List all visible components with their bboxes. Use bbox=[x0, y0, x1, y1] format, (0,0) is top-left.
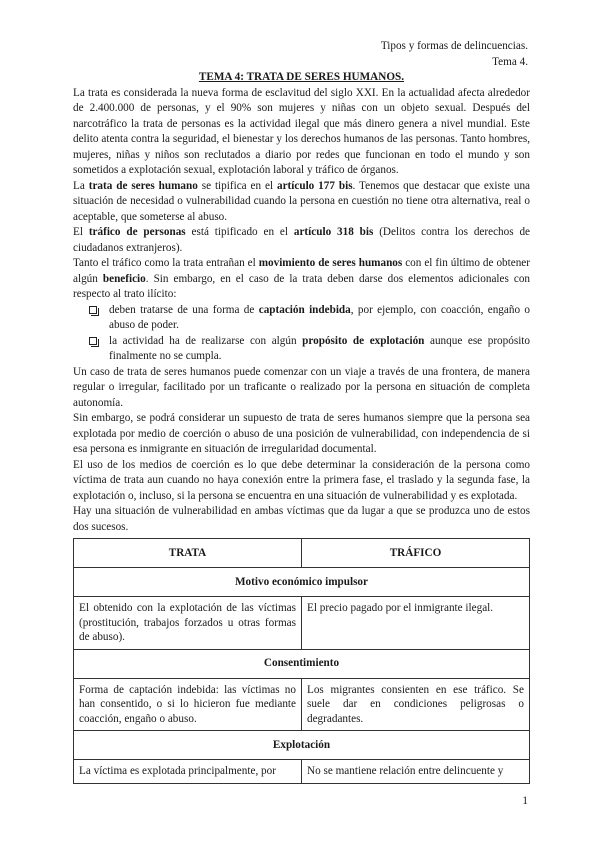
document-title: TEMA 4: TRATA DE SERES HUMANOS. bbox=[198, 71, 405, 83]
term-movimiento: movimiento de seres humanos bbox=[258, 257, 403, 269]
bullet-captacion: deben tratarse de una forma de captación indebida, por ejemplo, con coacción, engaño o abuso de poder. bbox=[73, 303, 530, 334]
column-header-trata: TRATA bbox=[74, 539, 302, 568]
table-section-row bbox=[74, 731, 530, 760]
section-explotacion: Explotación bbox=[74, 731, 530, 760]
paragraph-intro: La trata es considerada la nueva forma de esclavitud del siglo XXI. En la actualidad afecta alrededor de 2.400.000 de personas, y el 90% son mujeres y niñas con un objeto sexual. Después del narcotráfico la trata de personas es la actividad ilegal que más dinero genera a nivel mundial. Este delito atenta contra la seguridad, el bienestar y los derechos humanos de las personas. Tanto hombres, mujeres, niñas y niños son reclutados a diario por redes que funcionan en todo el mundo y son sometidos a explotación sexual, explotación laboral y tráfico de órganos. bbox=[73, 86, 530, 176]
column-header-trafico: TRÁFICO bbox=[302, 539, 530, 568]
article-177: artículo 177 bis bbox=[276, 179, 353, 192]
term-trafico: tráfico de personas bbox=[88, 226, 186, 238]
bullet-explotacion: la actividad ha de realizarse con algún propósito de explotación aunque ese propósito finalmente no se cumpla. bbox=[73, 334, 530, 365]
section-consentimiento: Consentimiento bbox=[74, 649, 530, 678]
term-beneficio: beneficio bbox=[102, 272, 146, 285]
header-topic: Tema 4. bbox=[492, 56, 528, 68]
cell-trata: La víctima es explotada principalmente, por bbox=[74, 760, 302, 784]
table-section-row bbox=[74, 649, 530, 678]
table-header-row bbox=[74, 539, 530, 568]
checkbox-bullet-icon bbox=[89, 337, 97, 345]
cell-trafico: Los migrantes consienten en ese tráfico. Se suele dar en condiciones peligrosas o degradantes. bbox=[302, 678, 530, 731]
paragraph-trafico-definition: El tráfico de personas está tipificado en el artículo 318 bis (Delitos contra los derechos de ciudadanos extranjeros). bbox=[73, 226, 531, 254]
paragraph-journey: Un caso de trata de seres humanos puede comenzar con un viaje a través de una frontera, de manera regular o irregular, facilitado por un traficante o realizado por la persona en situación de completa autonomía. bbox=[73, 365, 530, 409]
table-row bbox=[74, 597, 530, 650]
cell-trata: Forma de captación indebida: las víctimas no han consentido, o si lo hicieron fue mediante coacción, engaño o abuso. bbox=[74, 678, 302, 731]
paragraph-vulnerability: Hay una situación de vulnerabilidad en ambas víctimas que da lugar a que se produzca uno de estos dos sucesos. bbox=[73, 505, 530, 533]
section-motivo: Motivo económico impulsor bbox=[74, 568, 530, 597]
document-body bbox=[73, 70, 530, 535]
term-trata: trata de seres humano bbox=[88, 179, 198, 192]
page-header bbox=[381, 38, 528, 70]
paragraph-coercion: Sin embargo, se podrá considerar un supuesto de trata de seres humanos siempre que la persona sea explotada por medio de coerción o abuso de una posición de vulnerabilidad, con independencia de si esa persona es inmigrante en situación de irregularidad documental. bbox=[73, 412, 530, 455]
paragraph-movement: Tanto el tráfico como la trata entrañan el movimiento de seres humanos con el fin último de obtener algún beneficio. Sin embargo, en el caso de la trata deben darse dos elementos adicionales con respecto al trato ilícito: bbox=[73, 257, 531, 300]
table-row bbox=[74, 760, 530, 784]
cell-trafico: El precio pagado por el inmigrante ilegal. bbox=[302, 597, 530, 650]
paragraph-trata-definition: La trata de seres humano se tipifica en el artículo 177 bis. Tenemos que destacar que existe una situación de necesidad o vulnerabilidad cuando la persona en cuestión no tiene otra alternativa, real o aceptable, que someterse al abuso. bbox=[73, 179, 530, 223]
article-318: artículo 318 bis bbox=[293, 226, 374, 238]
paragraph-victim: El uso de los medios de coerción es lo que debe determinar la consideración de la persona como víctima de trata aun cuando no haya conexión entre la primera fase, el traslado y la segunda fase, la explotación o, incluso, si la persona se encuentra en una situación de vulnerabilidad y es explotada. bbox=[73, 458, 530, 502]
cell-trafico: No se mantiene relación entre delincuente y bbox=[302, 760, 530, 784]
cell-trata: El obtenido con la explotación de las víctimas (prostitución, trabajos forzados u otras formas de abuso). bbox=[74, 597, 302, 650]
page-number: 1 bbox=[522, 795, 528, 807]
checkbox-bullet-icon bbox=[89, 306, 97, 314]
comparison-table bbox=[73, 538, 530, 784]
table-section-row bbox=[74, 568, 530, 597]
table-row bbox=[74, 678, 530, 731]
header-subject: Tipos y formas de delincuencias. bbox=[380, 40, 528, 52]
